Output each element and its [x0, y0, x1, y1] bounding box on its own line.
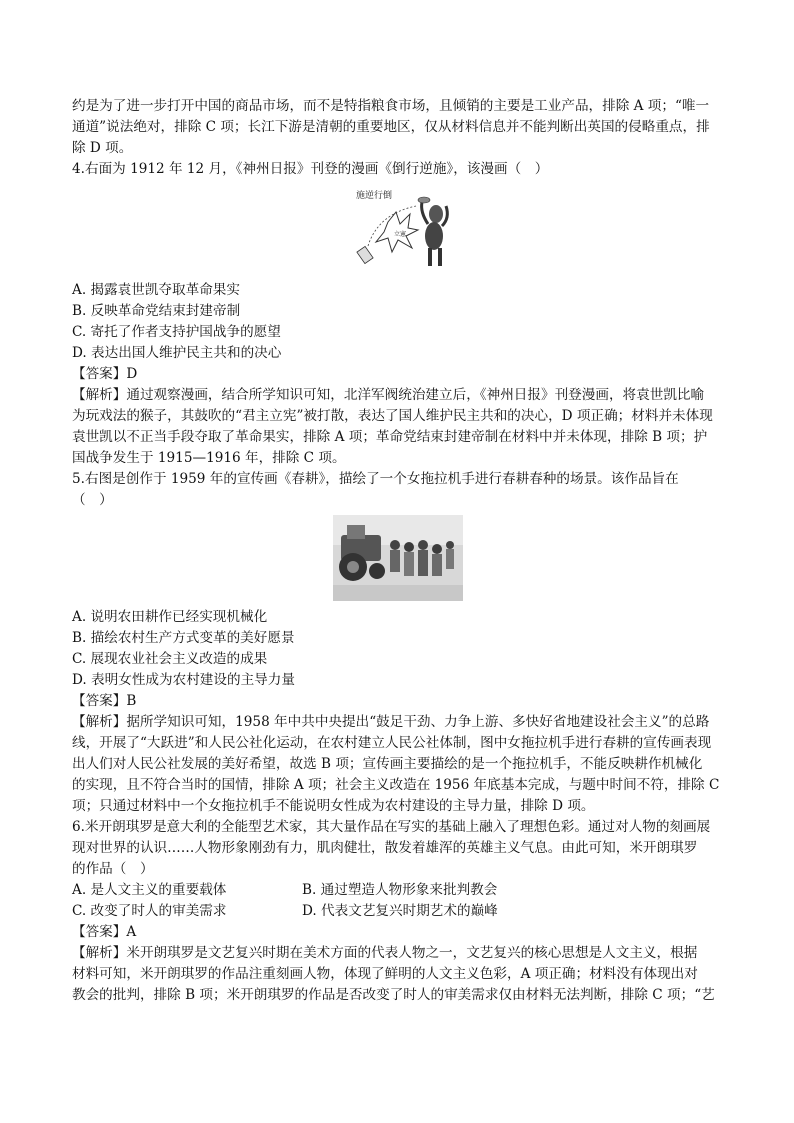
- analysis: [72, 712, 724, 817]
- option-c: C. 改变了时人的审美需求: [72, 903, 227, 919]
- text-line: 材料可知，米开朗琪罗的作品注重刻画人物，体现了鲜明的人文主义色彩，A 项正确；材料没有体现出对: [72, 966, 698, 982]
- question-stem: 5.右图是创作于 1959 年的宣传画《春耕》，描绘了一个女拖拉机手进行春耕春种的场景。该作品旨在: [72, 471, 679, 487]
- answer: 【答案】D: [72, 366, 138, 382]
- question-stem: 6.米开朗琪罗是意大利的全能型艺术家，其大量作品在写实的基础上融入了理想色彩。通过对人物的刻画展: [72, 819, 711, 835]
- question-4: [72, 159, 724, 469]
- poster-image: [333, 515, 463, 601]
- text-line: 通道”说法绝对，排除 C 项；长江下游是清朝的重要地区，仅从材料信息并不能判断出英国的侵略重点，排: [72, 119, 710, 135]
- cartoon-caption: 施逆行倒: [356, 191, 393, 201]
- option-d: D. 表明女性成为农村建设的主导力量: [72, 672, 295, 688]
- question-6: [72, 817, 724, 1006]
- text-line: 袁世凯以不正当手段夺取了革命果实，排除 A 项；革命党结束封建帝制在材料中并未体现，排除 B 项；护: [72, 429, 708, 445]
- cartoon-label: 立憲: [394, 231, 407, 238]
- text-line: 除 D 项。: [72, 140, 133, 156]
- answer: 【答案】A: [72, 924, 137, 940]
- answer: 【答案】B: [72, 693, 137, 709]
- option-a: A. 说明农田耕作已经实现机械化: [72, 609, 268, 625]
- cartoon-image: [338, 184, 458, 274]
- poster-figure: [72, 515, 724, 601]
- option-d: D. 代表文艺复兴时期艺术的巅峰: [302, 903, 498, 919]
- question-5: [72, 469, 724, 817]
- option-c: C. 寄托了作者支持护国战争的愿望: [72, 324, 281, 340]
- option-a: A. 揭露袁世凯夺取革命果实: [72, 282, 240, 298]
- text-line: 约是为了进一步打开中国的商品市场，而不是特指粮食市场，且倾销的主要是工业产品，排除 A 项；“唯一: [72, 98, 710, 114]
- option-b: B. 反映革命党结束封建帝制: [72, 303, 241, 319]
- analysis: [72, 943, 724, 1006]
- text-line: 的实现，且不符合当时的国情，排除 A 项；社会主义改造在 1956 年底基本完成，与题中时间不符，排除 C: [72, 777, 720, 793]
- text-line: 【解析】据所学知识可知，1958 年中共中央提出“鼓足干劲、力争上游、多快好省地建设社会主义”的总路: [72, 714, 710, 730]
- document-page: [72, 96, 724, 1006]
- option-c: C. 展现农业社会主义改造的成果: [72, 651, 268, 667]
- cartoon-figure: [72, 184, 724, 274]
- text-line: 国战争发生于 1915—1916 年，排除 C 项。: [72, 450, 346, 466]
- text-line: 【解析】米开朗琪罗是文艺复兴时期在美术方面的代表人物之一，文艺复兴的核心思想是人文主义，根据: [72, 945, 698, 961]
- options-row: [72, 901, 724, 922]
- text-line: 项；只通过材料中一个女拖拉机手不能说明女性成为农村建设的主导力量，排除 D 项。: [72, 798, 595, 814]
- question-stem: 4.右面为 1912 年 12 月，《神州日报》刊登的漫画《倒行逆施》，该漫画（ ）: [72, 161, 549, 177]
- option-b: B. 通过塑造人物形象来批判教会: [302, 882, 498, 898]
- text-line: 出人们对人民公社发展的美好希望，故选 B 项；宣传画主要描绘的是一个拖拉机手，不能反映耕作机械化: [72, 756, 703, 772]
- text-line: 为玩戏法的猴子，其鼓吹的“君主立宪”被打散，表达了国人维护民主共和的决心，D 项正确；材料并未体现: [72, 408, 713, 424]
- option-d: D. 表达出国人维护民主共和的决心: [72, 345, 282, 361]
- text-line: 线，开展了“大跃进”和人民公社化运动，在农村建立人民公社体制，图中女拖拉机手进行春耕的宣传画表现: [72, 735, 712, 751]
- intro-paragraph: [72, 96, 724, 159]
- question-stem: 现对世界的认识……人物形象刚劲有力，肌肉健壮，散发着雄浑的英雄主义气息。由此可知，米开朗琪罗: [72, 840, 698, 856]
- text-line: 教会的批判，排除 B 项；米开朗琪罗的作品是否改变了时人的审美需求仅由材料无法判断，排除 C 项；“艺: [72, 987, 715, 1003]
- text-line: 【解析】通过观察漫画，结合所学知识可知，北洋军阀统治建立后，《神州日报》刊登漫画，将袁世凯比喻: [72, 387, 705, 403]
- options-row: [72, 880, 724, 901]
- analysis: [72, 385, 724, 469]
- option-a: A. 是人文主义的重要载体: [72, 882, 227, 898]
- option-b: B. 描绘农村生产方式变革的美好愿景: [72, 630, 295, 646]
- question-stem: 的作品（ ）: [72, 861, 154, 877]
- question-stem: （ ）: [72, 492, 113, 508]
